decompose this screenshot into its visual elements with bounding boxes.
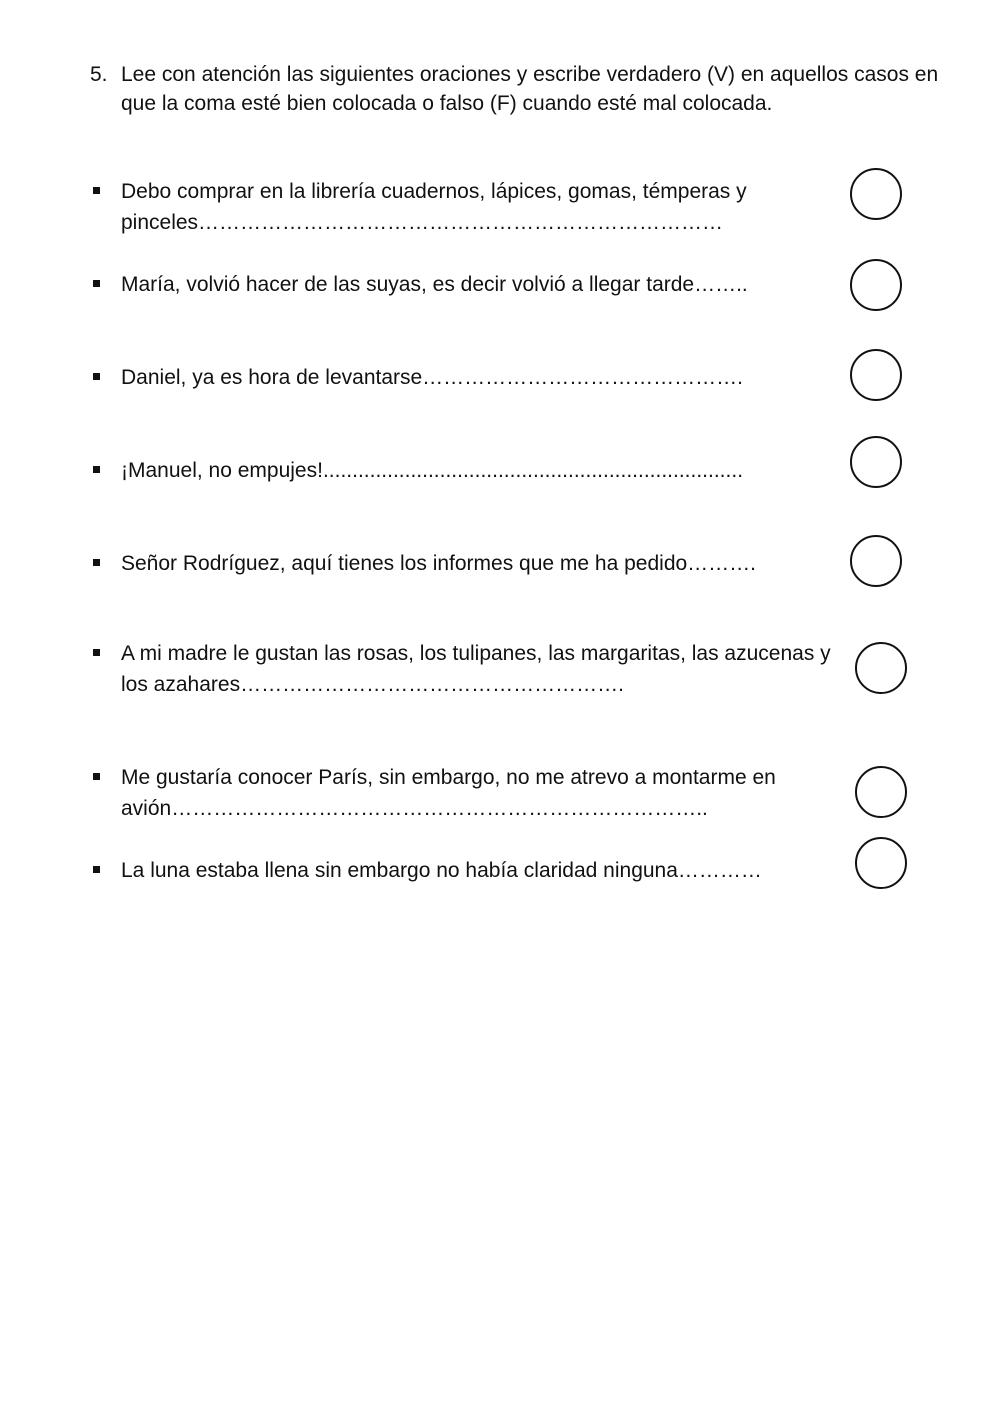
sentence-text: Me gustaría conocer París, sin embargo, no me atrevo a montarme en avión………………………………………………………………….. bbox=[121, 766, 776, 820]
sentence-item bbox=[93, 638, 833, 700]
sentence-item bbox=[93, 455, 833, 486]
sentence-text: Debo comprar en la librería cuadernos, lápices, gomas, témperas y pinceles………………………………………………………………… bbox=[121, 180, 747, 234]
sentence-text: María, volvió hacer de las suyas, es decir volvió a llegar tarde…….. bbox=[121, 273, 748, 296]
answer-circle[interactable] bbox=[850, 349, 902, 401]
bullet-icon bbox=[93, 773, 100, 780]
bullet-icon bbox=[93, 373, 100, 380]
bullet-icon bbox=[93, 866, 100, 873]
sentence-text: Daniel, ya es hora de levantarse………………………………………. bbox=[121, 366, 744, 389]
sentence-item bbox=[93, 362, 833, 393]
sentence-item bbox=[93, 269, 833, 300]
bullet-icon bbox=[93, 187, 100, 194]
answer-circle[interactable] bbox=[855, 766, 907, 818]
answer-circle[interactable] bbox=[855, 837, 907, 889]
sentence-text: La luna estaba llena sin embargo no había claridad ninguna………… bbox=[121, 859, 762, 882]
answer-circle[interactable] bbox=[850, 436, 902, 488]
instruction-text: Lee con atención las siguientes oraciones y escribe verdadero (V) en aquellos casos en que la coma esté bien colocada o falso (F) cuando esté mal colocada. bbox=[121, 63, 939, 115]
bullet-icon bbox=[93, 559, 100, 566]
sentence-text: Señor Rodríguez, aquí tienes los informes que me ha pedido………. bbox=[121, 552, 757, 575]
sentence-text: A mi madre le gustan las rosas, los tulipanes, las margaritas, las azucenas y los azahares………………………………………………. bbox=[121, 642, 831, 696]
sentence-item bbox=[93, 762, 833, 824]
sentence-text: ¡Manuel, no empujes!........................................................................ bbox=[121, 459, 744, 482]
answer-circle[interactable] bbox=[850, 535, 902, 587]
exercise-instruction bbox=[90, 60, 950, 118]
bullet-icon bbox=[93, 280, 100, 287]
sentence-item bbox=[93, 855, 833, 886]
sentence-item bbox=[93, 176, 833, 238]
sentence-item bbox=[93, 548, 833, 579]
answer-circle[interactable] bbox=[850, 259, 902, 311]
exercise-number: 5. bbox=[90, 63, 108, 86]
bullet-icon bbox=[93, 466, 100, 473]
answer-circle[interactable] bbox=[855, 642, 907, 694]
bullet-icon bbox=[93, 649, 100, 656]
answer-circle[interactable] bbox=[850, 168, 902, 220]
